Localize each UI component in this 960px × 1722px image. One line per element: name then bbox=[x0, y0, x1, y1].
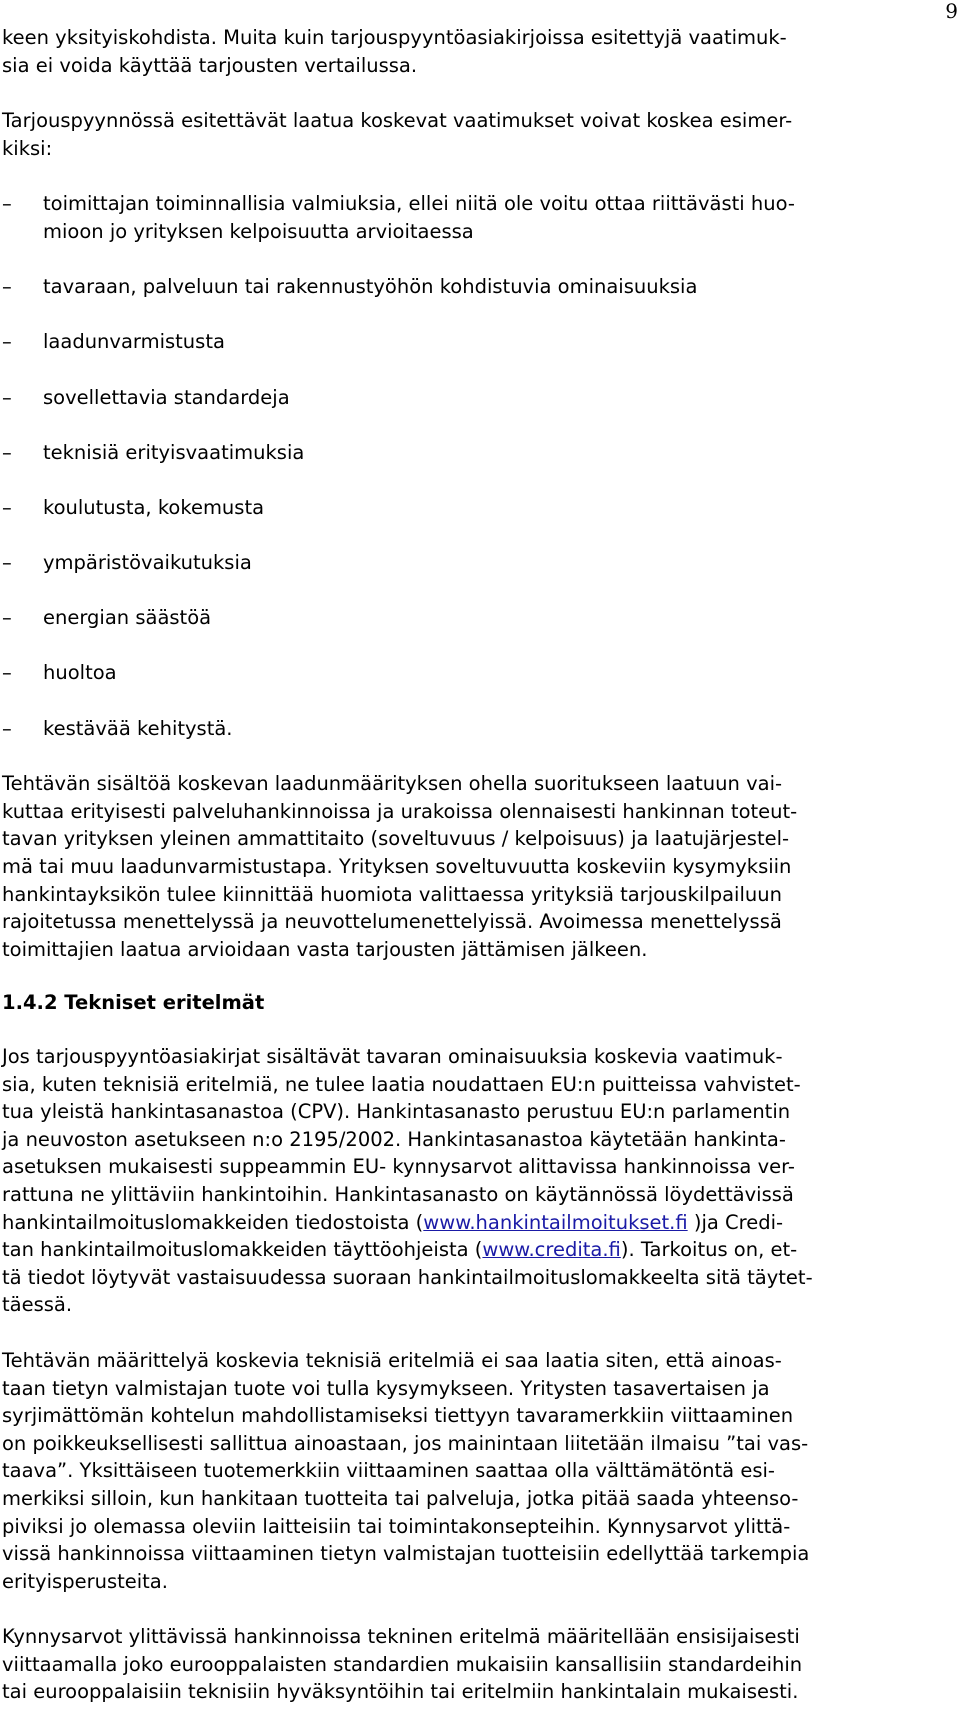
dash-bullet: – bbox=[2, 440, 12, 464]
dash-bullet: – bbox=[2, 716, 12, 740]
text-line: tavan yrityksen yleinen ammattitaito (soveltuvuus / kelpoisuus) ja laatujärjestel- bbox=[2, 827, 790, 851]
text-line: on poikkeuksellisesti sallittua ainoastaan, jos mainintaan liitetään ilmaisu ”tai vas- bbox=[2, 1431, 809, 1455]
text-line: Tehtävän sisältöä koskevan laadunmäärityksen ohella suoritukseen laatuun vai- bbox=[2, 772, 783, 796]
threshold-paragraph bbox=[2, 1623, 946, 1706]
text-line: kiksi: bbox=[2, 136, 53, 160]
list-item-text: sovellettavia standardeja bbox=[43, 385, 290, 409]
text-fragment: tan hankintailmoituslomakkeiden täyttöohjeista ( bbox=[2, 1238, 483, 1262]
text-fragment: )ja Credi- bbox=[687, 1210, 784, 1234]
list-item-text: toimittajan toiminnallisia valmiuksia, ellei niitä ole voitu ottaa riittävästi huo- bbox=[43, 192, 795, 216]
list-item bbox=[2, 659, 946, 687]
text-line: Kynnysarvot ylittävissä hankinnoissa tekninen eritelmä määritellään ensisijaisesti bbox=[2, 1625, 800, 1649]
text-line: Tarjouspyynnössä esitettävät laatua koskevat vaatimukset voivat koskea esimer- bbox=[2, 109, 793, 133]
text-line: erityisperusteita. bbox=[2, 1569, 168, 1593]
list-item bbox=[2, 273, 946, 301]
document-body bbox=[2, 24, 946, 1706]
text-line: keen yksityiskohdista. Muita kuin tarjouspyyntöasiakirjoissa esitettyjä vaatimuk- bbox=[2, 26, 787, 49]
text-line: sia ei voida käyttää tarjousten vertailussa. bbox=[2, 53, 418, 77]
text-line: Jos tarjouspyyntöasiakirjat sisältävät tavaran ominaisuuksia koskevia vaatimuk- bbox=[2, 1045, 783, 1068]
text-line: tua yleistä hankintasanastoa (CPV). Hankintasanasto perustuu EU:n parlamentin bbox=[2, 1100, 791, 1124]
text-line: asetuksen mukaisesti suppeammin EU- kynnysarvot alittavissa hankinnoissa ver- bbox=[2, 1155, 795, 1179]
quality-intro-paragraph bbox=[2, 107, 946, 162]
list-item-text: kestävää kehitystä. bbox=[43, 716, 233, 740]
text-line: tai eurooppalaisiin teknisiin hyväksyntöihin tai eritelmiin hankintalain mukaisesti. bbox=[2, 1680, 799, 1704]
list-item bbox=[2, 190, 946, 245]
dash-bullet: – bbox=[2, 495, 12, 519]
text-line: rajoitetussa menettelyssä ja neuvottelumenettelyissä. Avoimessa menettelyssä bbox=[2, 910, 782, 934]
credita-link[interactable]: www.credita.fi bbox=[482, 1238, 621, 1262]
definition-paragraph bbox=[2, 1347, 946, 1595]
quality-requirements-list bbox=[2, 190, 946, 742]
list-item-text: koulutusta, kokemusta bbox=[43, 495, 265, 519]
text-line: ja neuvoston asetukseen n:o 2195/2002. Hankintasanastoa käytetään hankinta- bbox=[2, 1127, 786, 1151]
list-item-text: tavaraan, palveluun tai rakennustyöhön kohdistuvia ominaisuuksia bbox=[43, 275, 698, 299]
list-item-text: huoltoa bbox=[43, 661, 117, 685]
list-item-text: ympäristövaikutuksia bbox=[43, 551, 252, 575]
text-line: toimittajien laatua arvioidaan vasta tarjousten jättämisen jälkeen. bbox=[2, 937, 648, 961]
list-item bbox=[2, 715, 946, 743]
text-line: taan tietyn valmistajan tuote voi tulla kysymykseen. Yritysten tasavertaisen ja bbox=[2, 1376, 770, 1400]
text-line: syrjimättömän kohtelun mahdollistamiseksi tiettyyn tavaramerkkiin viittaaminen bbox=[2, 1404, 794, 1428]
dash-bullet: – bbox=[2, 385, 12, 409]
list-item-text: mioon jo yrityksen kelpoisuutta arvioitaessa bbox=[43, 219, 474, 243]
list-item-text: teknisiä erityisvaatimuksia bbox=[43, 440, 305, 464]
list-item-text: energian säästöä bbox=[43, 606, 212, 630]
dash-bullet: – bbox=[2, 330, 12, 354]
list-item bbox=[2, 494, 946, 522]
technical-specs-paragraph bbox=[2, 1043, 946, 1319]
dash-bullet: – bbox=[2, 551, 12, 575]
page-number: 9 bbox=[945, 0, 958, 23]
text-line: mä tai muu laadunvarmistustapa. Yrityksen soveltuvuutta koskeviin kysymyksiin bbox=[2, 855, 792, 879]
list-item-text: laadunvarmistusta bbox=[43, 330, 225, 354]
text-line: vissä hankinnoissa viittaaminen tietyn valmistajan tuotteisiin edellyttää tarkempia bbox=[2, 1542, 810, 1566]
text-line: Tehtävän määrittelyä koskevia teknisiä eritelmiä ei saa laatia siten, että ainoas- bbox=[2, 1348, 782, 1372]
text-line: täessä. bbox=[2, 1293, 73, 1317]
section-heading: 1.4.2 Tekniset eritelmät bbox=[2, 991, 265, 1015]
text-line: rattuna ne ylittäviin hankintoihin. Hankintasanasto on käytännössä löydettävissä bbox=[2, 1182, 794, 1206]
hankintailmoitukset-link[interactable]: www.hankintailmoitukset.fi bbox=[423, 1210, 688, 1234]
list-item bbox=[2, 439, 946, 467]
text-line: viittaamalla joko eurooppalaisten standardien mukaisiin kansallisiin standardeihin bbox=[2, 1652, 803, 1676]
text-line: tä tiedot löytyvät vastaisuudessa suoraan hankintailmoituslomakkeelta sitä täytet- bbox=[2, 1265, 813, 1289]
text-line: piviksi jo olemassa oleviin laitteisiin tai toimintakonsepteihin. Kynnysarvot ylittä- bbox=[2, 1514, 791, 1538]
text-fragment: hankintailmoituslomakkeiden tiedostoista ( bbox=[2, 1210, 424, 1234]
list-item bbox=[2, 604, 946, 632]
list-item bbox=[2, 384, 946, 412]
text-line: hankintayksikön tulee kiinnittää huomiota valittaessa yrityksiä tarjouskilpailuun bbox=[2, 882, 782, 906]
text-line: taava”. Yksittäiseen tuotemerkkiin viittaaminen saattaa olla välttämätöntä esi- bbox=[2, 1459, 775, 1483]
intro-paragraph bbox=[2, 24, 946, 79]
text-line: kuttaa erityisesti palveluhankinnoissa ja urakoissa olennaisesti hankinnan toteut- bbox=[2, 799, 798, 823]
list-item bbox=[2, 328, 946, 356]
dash-bullet: – bbox=[2, 606, 12, 630]
text-line: sia, kuten teknisiä eritelmiä, ne tulee laatia noudattaen EU:n puitteissa vahvistet- bbox=[2, 1072, 801, 1096]
content-quality-paragraph bbox=[2, 770, 946, 963]
dash-bullet: – bbox=[2, 192, 12, 216]
text-fragment: ). Tarkoitus on, et- bbox=[620, 1238, 798, 1262]
list-item bbox=[2, 549, 946, 577]
dash-bullet: – bbox=[2, 275, 12, 299]
dash-bullet: – bbox=[2, 661, 12, 685]
text-line: merkiksi silloin, kun hankitaan tuotteita tai palveluja, jotka pitää saada yhteenso- bbox=[2, 1486, 799, 1510]
